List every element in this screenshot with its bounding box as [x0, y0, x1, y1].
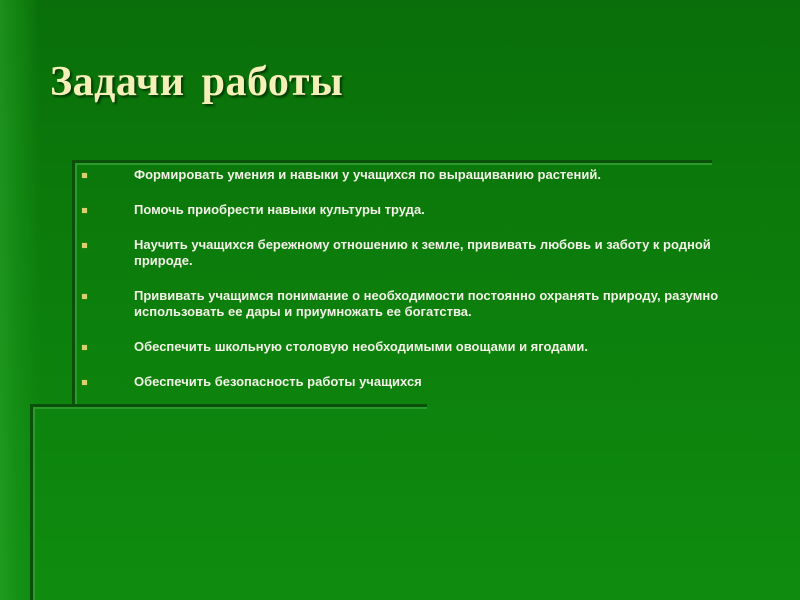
bullet-icon	[82, 243, 87, 248]
decorative-frame-left-highlight	[75, 163, 77, 405]
task-text: Прививать учащимся понимание о необходимости постоянно охранять природу, разумно использовать ее дары и приумножать ее богатства.	[134, 288, 719, 319]
task-text: Формировать умения и навыки у учащихся по выращиванию растений.	[134, 167, 601, 182]
task-text: Обеспечить безопасность работы учащихся	[134, 374, 422, 389]
task-list-item	[80, 374, 770, 390]
task-list-item	[80, 288, 770, 320]
task-list	[80, 167, 770, 409]
task-list-item	[80, 237, 770, 269]
task-list-item	[80, 202, 770, 218]
bullet-icon	[82, 294, 87, 299]
bullet-icon	[82, 380, 87, 385]
bullet-icon	[82, 173, 87, 178]
decorative-frame-top-highlight	[72, 163, 712, 165]
task-text: Научить учащихся бережному отношению к земле, прививать любовь и заботу к родной природе.	[134, 237, 711, 268]
task-list-item	[80, 339, 770, 355]
task-text: Обеспечить школьную столовую необходимыми овощами и ягодами.	[134, 339, 588, 354]
bullet-icon	[82, 208, 87, 213]
bullet-icon	[82, 345, 87, 350]
slide-title: Задачи работы	[50, 59, 344, 105]
task-text: Помочь приобрести навыки культуры труда.	[134, 202, 425, 217]
decorative-frame-left-lower-highlight	[33, 407, 35, 600]
task-list-item	[80, 167, 770, 183]
